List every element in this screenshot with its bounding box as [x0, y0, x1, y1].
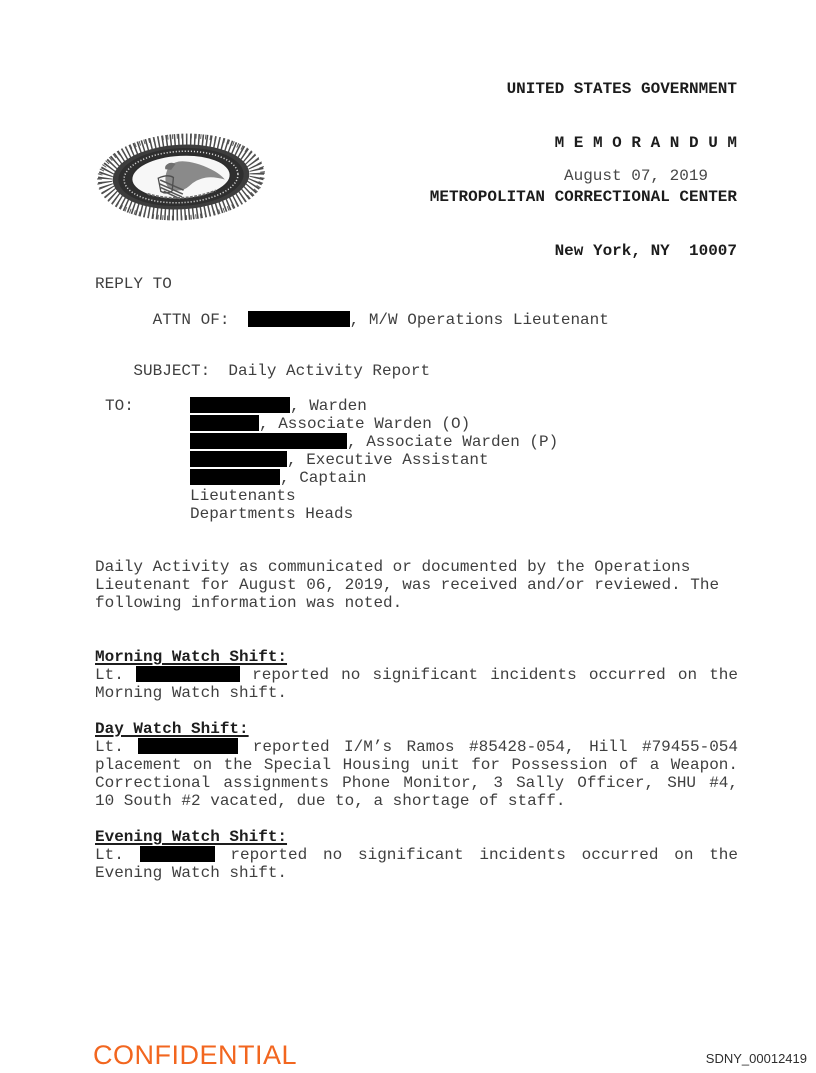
redaction-box-morning-lt	[136, 666, 240, 682]
reply-to-block	[95, 275, 609, 347]
letterhead-memorandum-line: M E M O R A N D U M	[554, 134, 737, 152]
redaction-box-captain	[190, 469, 280, 485]
recipient-list	[190, 397, 558, 523]
recipient-title: , Captain	[280, 469, 367, 487]
watch-shift-sections	[95, 648, 738, 882]
doj-bop-seal-icon	[84, 124, 279, 230]
recipient-row	[190, 433, 558, 451]
letterhead-government-line: UNITED STATES GOVERNMENT	[506, 80, 737, 98]
redaction-box-evening-lt	[140, 846, 215, 862]
recipient-title: , Executive Assistant	[287, 451, 489, 469]
recipient-title: Departments Heads	[190, 505, 354, 523]
redaction-box-assoc-warden-p	[190, 433, 347, 449]
attn-of-row	[95, 293, 609, 347]
memo-date: August 07, 2019	[564, 167, 709, 185]
morning-watch-heading: Morning Watch Shift:	[95, 648, 288, 666]
redaction-box-warden	[190, 397, 290, 413]
subject-row	[95, 344, 430, 398]
subject-label: SUBJECT:	[133, 362, 211, 380]
intro-paragraph: Daily Activity as communicated or documented by the Operations Lieutenant for August 06, 2019, was received and/or reviewed. The following information was noted.	[95, 558, 720, 612]
letterhead-address-line: New York, NY 10007	[554, 242, 737, 260]
recipient-title: , Associate Warden (P)	[347, 433, 559, 451]
day-watch-paragraph	[95, 738, 738, 810]
recipient-row	[190, 487, 558, 505]
redaction-box-exec-assistant	[190, 451, 287, 467]
subject-value: Daily Activity Report	[228, 362, 431, 380]
redaction-box-attn	[248, 311, 350, 327]
recipient-row	[190, 451, 558, 469]
evening-watch-heading: Evening Watch Shift:	[95, 828, 288, 846]
lt-prefix: Lt.	[95, 738, 139, 756]
recipient-row	[190, 505, 558, 523]
bates-number: SDNY_00012419	[705, 1051, 807, 1066]
to-label: TO:	[105, 397, 134, 415]
redaction-box-day-lt	[138, 738, 238, 754]
confidential-stamp: CONFIDENTIAL	[93, 1040, 298, 1070]
morning-watch-text: reported no significant incidents occurred on the Morning Watch shift.	[95, 666, 739, 702]
evening-watch-text: reported no significant incidents occurred on the Evening Watch shift.	[95, 846, 739, 882]
to-block	[95, 397, 559, 523]
recipient-title: , Associate Warden (O)	[259, 415, 471, 433]
morning-watch-paragraph	[95, 666, 738, 702]
day-watch-text: reported I/M’s Ramos #85428-054, Hill #79455-054 placement on the Special Housing unit for Possession of a Weapon. Correctional assignments Phone Monitor, 3 Sally Officer, SHU #4, 10 South #2 vacated, due to, a shortage of staff.	[95, 738, 738, 810]
lt-prefix: Lt.	[95, 846, 140, 864]
letterhead-facility-line: METROPOLITAN CORRECTIONAL CENTER	[429, 188, 737, 206]
attn-of-title: , M/W Operations Lieutenant	[349, 311, 609, 329]
recipient-title: , Warden	[290, 397, 367, 415]
redaction-box-assoc-warden-o	[190, 415, 259, 431]
recipient-row	[190, 397, 558, 415]
recipient-title: Lieutenants	[190, 487, 296, 505]
recipient-row	[190, 469, 558, 487]
evening-watch-paragraph	[95, 846, 738, 882]
lt-prefix: Lt.	[95, 666, 136, 684]
recipient-row	[190, 415, 558, 433]
attn-of-label: ATTN OF:	[152, 311, 230, 329]
day-watch-heading: Day Watch Shift:	[95, 720, 249, 738]
reply-to-label: REPLY TO	[95, 275, 172, 293]
